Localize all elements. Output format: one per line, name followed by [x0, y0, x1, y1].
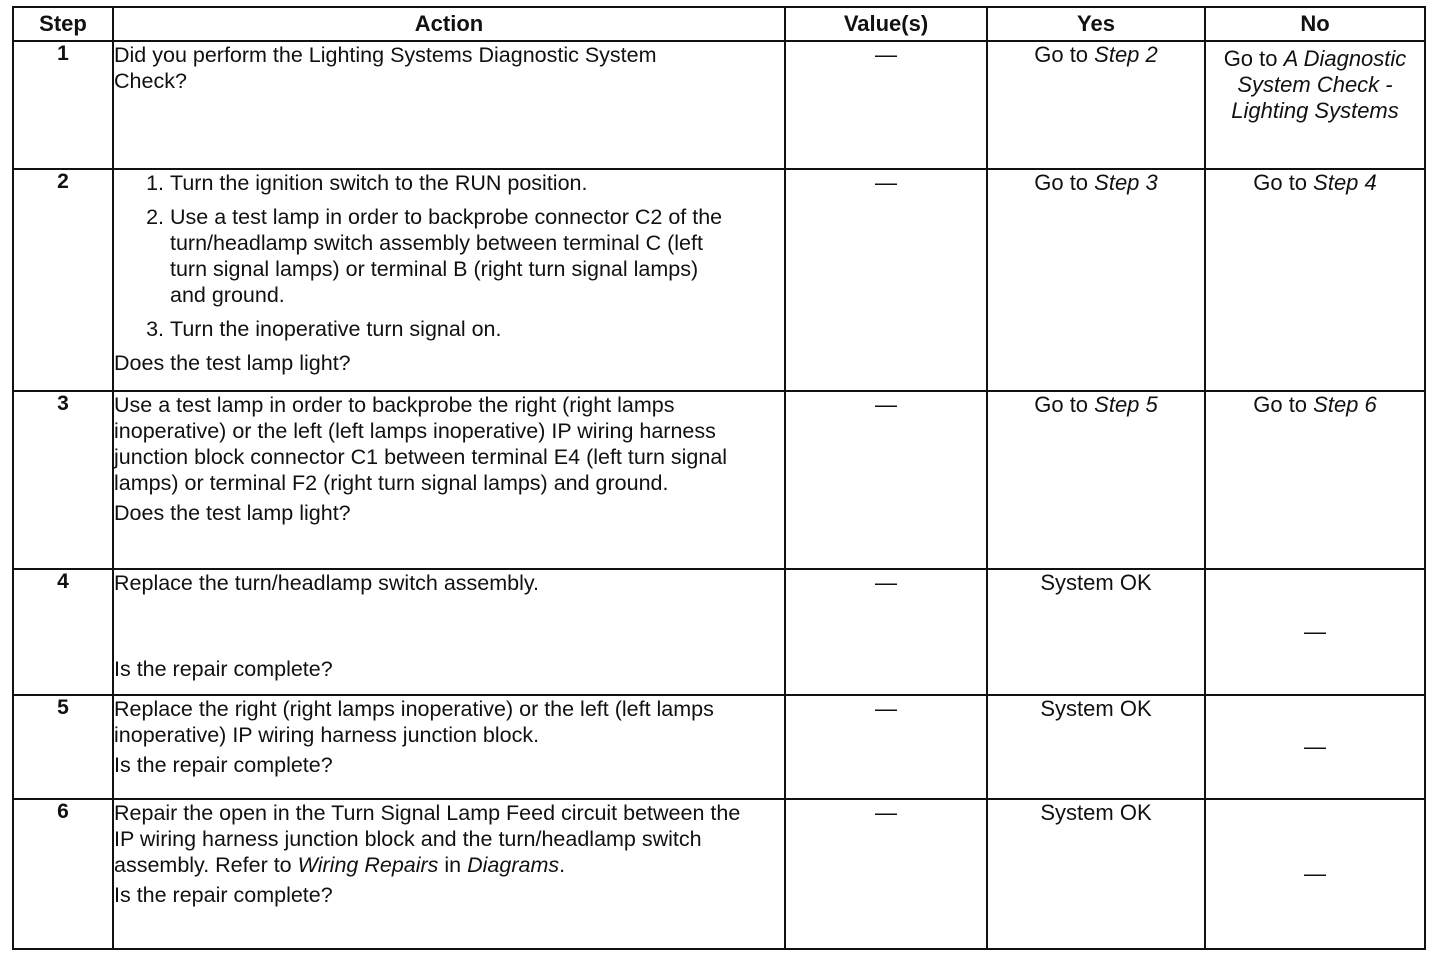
action-text: Use a test lamp in order to backprobe the right (right lamps inoperative) or the left (left lamps inoperative) IP wiring harness junction block connector C1 between terminal E4 (left turn signal lamps) or terminal F2 (right turn signal lamps) and ground.: [114, 393, 728, 495]
action-cell: [113, 169, 785, 391]
table-row: [13, 41, 1425, 169]
value-cell: —: [785, 569, 987, 695]
header-row: [13, 7, 1425, 41]
value-cell: —: [785, 799, 987, 949]
no-cell: —: [1205, 695, 1425, 799]
substep: 2. Use a test lamp in order to backprobe connector C2 of the turn/headlamp switch assembly between terminal C (left turn signal lamps) or terminal B (right turn signal lamps) and ground.: [170, 204, 730, 308]
no-step-ref: Step 6: [1313, 392, 1377, 417]
action-text-part: in: [438, 853, 468, 877]
value-cell: —: [785, 391, 987, 569]
no-prefix: Go to: [1253, 392, 1314, 417]
substep-list: [114, 170, 784, 342]
yes-cell: System OK: [987, 695, 1205, 799]
action-question: Does the test lamp light?: [114, 501, 351, 525]
no-prefix: Go to: [1223, 46, 1284, 71]
value-cell: —: [785, 41, 987, 169]
action-cell: [113, 41, 785, 169]
action-question: Is the repair complete?: [114, 753, 333, 777]
header-values: Value(s): [785, 7, 987, 41]
yes-prefix: Go to: [1034, 392, 1095, 417]
yes-cell: [987, 169, 1205, 391]
no-cell: [1205, 41, 1425, 169]
action-question: Does the test lamp light?: [114, 351, 351, 375]
table-row: [13, 799, 1425, 949]
yes-prefix: Go to: [1034, 170, 1095, 195]
action-question: Is the repair complete?: [114, 883, 333, 907]
step-number: 5: [13, 695, 113, 799]
action-text-part: .: [559, 853, 566, 877]
yes-cell: System OK: [987, 799, 1205, 949]
substep: 3. Turn the inoperative turn signal on.: [170, 316, 784, 342]
yes-prefix: Go to: [1034, 42, 1095, 67]
yes-step-ref: Step 5: [1094, 392, 1158, 417]
diagrams-ref: Diagrams: [467, 853, 560, 877]
action-cell: [113, 569, 785, 695]
header-yes: Yes: [987, 7, 1205, 41]
step-number: 6: [13, 799, 113, 949]
no-step-ref: A Diagnostic System Check - Lighting Systems: [1231, 46, 1407, 123]
step-number: 3: [13, 391, 113, 569]
action-text: [114, 800, 754, 878]
no-prefix: Go to: [1253, 170, 1314, 195]
action-cell: [113, 391, 785, 569]
header-no: No: [1205, 7, 1425, 41]
yes-step-ref: Step 2: [1094, 42, 1158, 67]
table-row: [13, 391, 1425, 569]
yes-cell: [987, 391, 1205, 569]
table-row: [13, 695, 1425, 799]
yes-cell: System OK: [987, 569, 1205, 695]
no-cell: —: [1205, 569, 1425, 695]
value-cell: —: [785, 695, 987, 799]
action-cell: [113, 695, 785, 799]
substep: 1. Turn the ignition switch to the RUN position.: [170, 170, 784, 196]
action-question: Is the repair complete?: [114, 657, 333, 681]
step-number: 4: [13, 569, 113, 695]
yes-step-ref: Step 3: [1094, 170, 1158, 195]
table-row: [13, 169, 1425, 391]
yes-cell: [987, 41, 1205, 169]
diagnostic-table: [12, 6, 1426, 950]
step-number: 2: [13, 169, 113, 391]
no-cell: [1205, 169, 1425, 391]
header-action: Action: [113, 7, 785, 41]
value-cell: —: [785, 169, 987, 391]
wiring-repairs-ref: Wiring Repairs: [297, 853, 439, 877]
table-row: [13, 569, 1425, 695]
header-step: Step: [13, 7, 113, 41]
no-step-ref: Step 4: [1313, 170, 1377, 195]
no-cell: [1205, 391, 1425, 569]
step-number: 1: [13, 41, 113, 169]
action-text: Did you perform the Lighting Systems Diagnostic System Check?: [114, 43, 657, 93]
no-cell: —: [1205, 799, 1425, 949]
action-cell: [113, 799, 785, 949]
action-text-part: Repair the open in the Turn Signal Lamp Feed circuit between the IP wiring harness junction block and the turn/headlamp switch assembly. Refer to: [114, 801, 741, 877]
action-text: Replace the turn/headlamp switch assembly.: [114, 571, 540, 595]
action-text: Replace the right (right lamps inoperative) or the left (left lamps inoperative) IP wiring harness junction block.: [114, 697, 714, 747]
